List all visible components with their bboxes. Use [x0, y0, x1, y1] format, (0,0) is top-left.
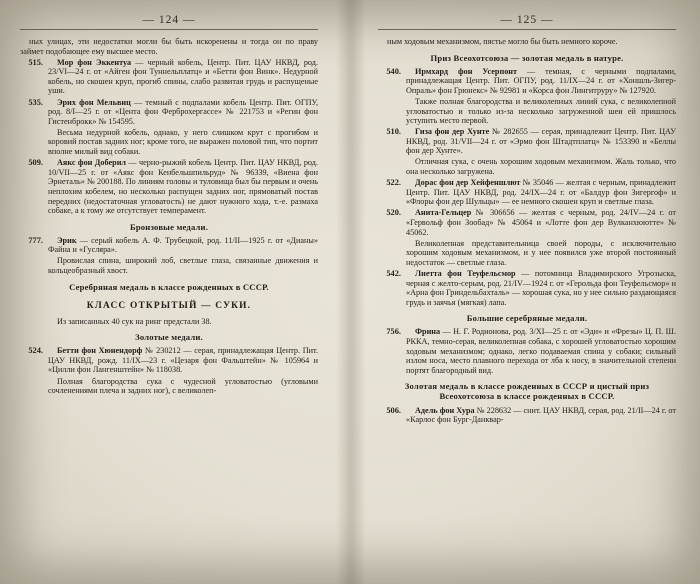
catalog-entry [378, 406, 676, 425]
catalog-entry [378, 208, 676, 237]
entry-text: Аякс фон Доберил — черно-рыжий кобель Центр. Пит. ЦАУ НКВД, род. 10/VII—25 г. от «Аякс фон Кенбельшпильруд» № 96339, «Виена фон Эрнеталь» № 200188. По линиям головы и туловища был бы первым и очень неплохим кобелем, но несколько распущен задних ног, прямоватый постав передних (недостаточная угловатость) не дают нужного хода, т.-е. размаха собаке, а к тому же отсутствует темперамент. [48, 158, 319, 216]
entry-number: 540. [386, 66, 401, 76]
paragraph: Провислая спина, широкий лоб, светлые глаза, связанные движения и кольцеобразный хвост. [48, 256, 318, 276]
paragraph: Весьма недурной кобель, однако, у него слишком крут с прогибом и коровий постав задних ног; кроме того, не выражен половой тип, что портит вполне милый вид собаки. [48, 127, 318, 157]
entry-text: Анита-Гельцер № 306656 — желтая с черным, род. 24/IV—24 г. от «Гервольф фон Зообад» № 45064 и «Лотте фон дер Вулканхюютте» № 45062. [406, 208, 676, 237]
header-rule-right [378, 29, 676, 30]
paragraph: ных улицах, эти недостатки могли бы быть искоренены и тогда он по праву займет подобающее ему высшее место. [20, 37, 318, 56]
paragraph: Полная благородства сука с чудесной угловатостью (угловыми сочленениями плеча и задних ног), с великолеп- [48, 376, 318, 396]
right-page [362, 0, 692, 584]
left-page [4, 0, 334, 584]
paragraph: Также полная благородства и великолепных линий сука, с великолепной угловатостью и только из-за несколько загруженной шеи ей пришлось уступить место первой. [406, 96, 676, 126]
entry-text: Гиза фон дер Хунте № 282655 — серая, принадлежит Центр. Пит. ЦАУ НКВД, род. 31/VII—24 г. от «Эрмо фон Штадтплатц» № 153390 и «Беллы фон дер Хунте». [406, 127, 676, 156]
entry-number: 510. [386, 127, 401, 137]
entry-number: 515. [28, 57, 43, 67]
entry-number: 509. [28, 158, 43, 168]
entry-number: 777. [28, 235, 43, 245]
entry-text: Дорас фон дер Хейфеншлют № 35046 — желтая с черным, принадлежит Центр. Пит. ЦАУ НКВД, род. 24/IX—24 г. от «Балдур фон Зигергоф» и «Флоры фон дер Шульцы» — ее немного скошен круп и светлые глаза. [406, 178, 676, 207]
catalog-entry [20, 98, 318, 127]
paragraph: Отличная сука, с очень хорошим ходовым механизмом. Жаль только, что она несколько загружена. [406, 157, 676, 177]
catalog-entry [20, 58, 318, 96]
header-rule-left [20, 29, 318, 30]
paragraph: Из записанных 40 сук на ринг предстали 38. [57, 316, 212, 326]
left-page-body [20, 37, 318, 396]
folio-right: — 125 — [500, 14, 554, 26]
award-note: Золотая медаль в классе рожденных в СССР и цистый приз Всеохотсоюза в классе рожденных в СССР. [404, 381, 650, 402]
class-heading: КЛАСС ОТКРЫТЫЙ — СУКИ. [86, 300, 252, 311]
entry-number: 524. [28, 346, 43, 356]
entry-text: Эрих фон Мельвиц — темный с подпалами кобель Центр. Пит. ОГПУ, род. 8/I—25 г. от «Цента фон Ферброхергассе» № 221753 и «Регин фон Гистенброкк» № 154595. [48, 97, 318, 126]
entry-text: Адель фон Хура № 228632 — снит. ЦАУ НКВД, серая, род. 21/II—24 г. от «Карлос фон Бург-Данквар- [406, 405, 676, 425]
section-heading: Большие серебряные медали. [466, 313, 588, 324]
entry-text: Эрик — серый кобель А. Ф. Трубецкой, род. 11/II—1925 г. от «Дианы» Файна и «Гуслярa». [48, 235, 318, 255]
entry-number: 756. [386, 327, 401, 337]
entry-number: 520. [386, 208, 401, 218]
catalog-entry [20, 158, 318, 216]
folio-left: — 124 — [142, 14, 196, 26]
entry-text: Бетти фон Хюнендорф № 230212 — серая, принадлежащая Центр. Пит. ЦАУ НКВД, рожд. 11/IX—23 г. «Цезаря фон Фальштейн» № 105964 и «Цилли фон Лангенштейн» № 118038. [48, 346, 318, 375]
catalog-entry [378, 327, 676, 375]
catalog-entry [20, 236, 318, 255]
entry-text: Мор фон Эккентуа — черный кобель, Центр. Пит. ЦАУ НКВД, род. 23/VI—24 г. от «Айген фон Туннельплатц» и «Бетти фон Винк». Недурной кобель, но скошен круп, прогиб спины, слабо развитая грудь и распущеные уши. [48, 57, 318, 96]
paragraph: Великолепная представительница своей породы, с исключительно хорошим ходовым механизмом, и у нее появился уже второй постоянный недостаток — светлые глаза. [406, 238, 676, 267]
catalog-entry [378, 269, 676, 307]
entry-number: 535. [28, 97, 43, 107]
catalog-entry [378, 178, 676, 207]
award-note: Приз Всеохотсоюза — золотая медаль в натуре. [430, 52, 624, 63]
entry-text: Ирмхард фон Усерпонт — темная, с черными подпалами, принадлежащая Центр. Пит. ОГПУ, род. 11/IX—24 г. от «Хоншль-Зигер-Опраль» фон Грюнекс» № 92981 и «Корса фон Лингитруру» № 127920. [406, 66, 677, 95]
right-page-body [378, 37, 676, 425]
award-note: Серебряная медаль в классе рожденных в СССР. [69, 281, 269, 292]
entry-text: Лиетта фон Теуфельсмор — потомница Владимирского Угрозыска, черная с желто-серым, род. 21/IV—1924 г. от «Герольда фон Теуфельсмор» и «Арна фон Гриндельбахталь» — хорошая сука, но у нее сильно раздающаяся грудь и заячья (мягкая) лапа. [406, 269, 677, 307]
entry-number: 506. [386, 405, 401, 415]
entry-number: 522. [386, 178, 401, 188]
paragraph: ным ходовым механизмом, пястье могло бы быть немного короче. [387, 37, 618, 46]
catalog-entry [378, 67, 676, 96]
catalog-entry [20, 346, 318, 375]
entry-text: Фрина — Н. Г. Родионова, род. 3/XI—25 г. от «Эди» и «Фрезы» Ц. П. Ш. РККА, темно-серая, великолепная собака, с хорошей угловатостью хорошим ходовым механизмом; однако, легко подаваемая спина у собаки; сильный излом носа, место плавного перехода от лба к носу, в значительной степени портят благородный вид. [406, 327, 676, 375]
catalog-entry [378, 127, 676, 156]
section-heading: Бронзовые медали. [129, 221, 209, 232]
entry-number: 542. [386, 269, 401, 279]
section-heading: Золотые медали. [135, 332, 203, 343]
